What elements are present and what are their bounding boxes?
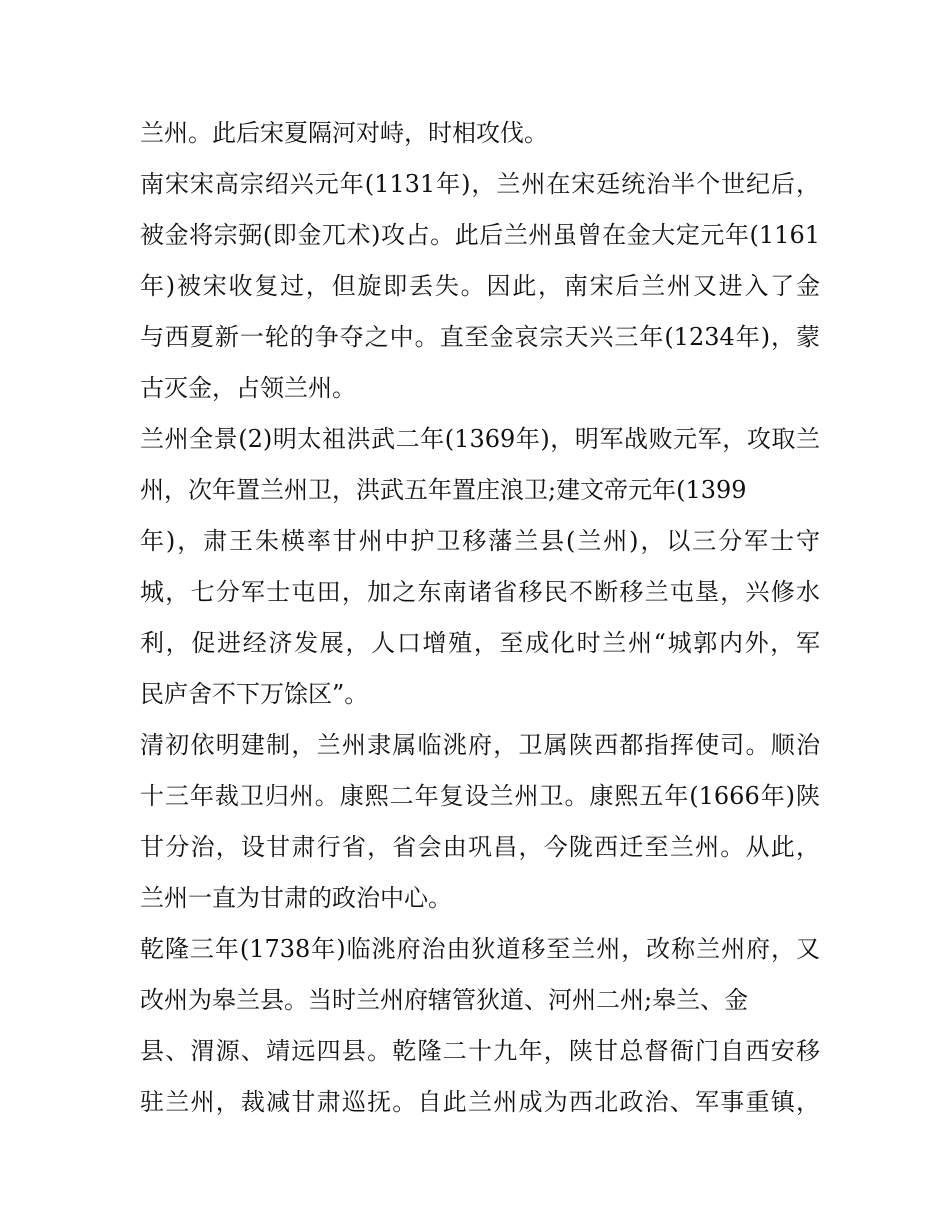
text-line: 与西夏新一轮的争夺之中。直至金哀宗天兴三年(1234年)，蒙 — [140, 323, 820, 351]
text-line: 驻兰州，裁减甘肃巡抚。自此兰州成为西北政治、军事重镇， — [140, 1088, 820, 1116]
document-body — [140, 108, 820, 1128]
text-line: 县、渭源、靖远四县。乾隆二十九年，陕甘总督衙门自西安移 — [140, 1037, 820, 1065]
text-line: 民庐舍不下万馀区”。 — [140, 680, 369, 708]
text-line: 改州为皋兰县。当时兰州府辖管狄道、河州二州;皋兰、金 — [140, 986, 749, 1014]
text-line: 古灭金，占领兰州。 — [140, 374, 356, 402]
text-line: 兰州全景(2)明太祖洪武二年(1369年)，明军战败元军，攻取兰 — [140, 425, 820, 453]
text-line: 年)被宋收复过，但旋即丢失。因此，南宋后兰州又进入了金 — [140, 272, 820, 300]
text-line: 乾隆三年(1738年)临洮府治由狄道移至兰州，改称兰州府，又 — [140, 935, 820, 963]
text-line: 甘分治，设甘肃行省，省会由巩昌，今陇西迁至兰州。从此， — [140, 833, 820, 861]
text-line: 被金将宗弼(即金兀术)攻占。此后兰州虽曾在金大定元年(1161 — [140, 221, 820, 249]
text-line: 兰州。此后宋夏隔河对峙，时相攻伐。 — [140, 119, 548, 147]
text-line: 年)，肃王朱楧率甘州中护卫移藩兰县(兰州)，以三分军士守 — [140, 527, 820, 555]
text-line: 城，七分军士屯田，加之东南诸省移民不断移兰屯垦，兴修水 — [140, 578, 820, 606]
text-line: 十三年裁卫归州。康熙二年复设兰州卫。康熙五年(1666年)陕 — [140, 782, 820, 810]
text-line: 兰州一直为甘肃的政治中心。 — [140, 884, 452, 912]
text-line: 南宋宋高宗绍兴元年(1131年)，兰州在宋廷统治半个世纪后， — [140, 170, 820, 198]
text-line: 州，次年置兰州卫，洪武五年置庄浪卫;建文帝元年(1399 — [140, 476, 747, 504]
text-line: 利，促进经济发展，人口增殖，至成化时兰州“城郭内外，军 — [140, 629, 820, 657]
text-line: 清初依明建制，兰州隶属临洮府，卫属陕西都指挥使司。顺治 — [140, 731, 820, 759]
